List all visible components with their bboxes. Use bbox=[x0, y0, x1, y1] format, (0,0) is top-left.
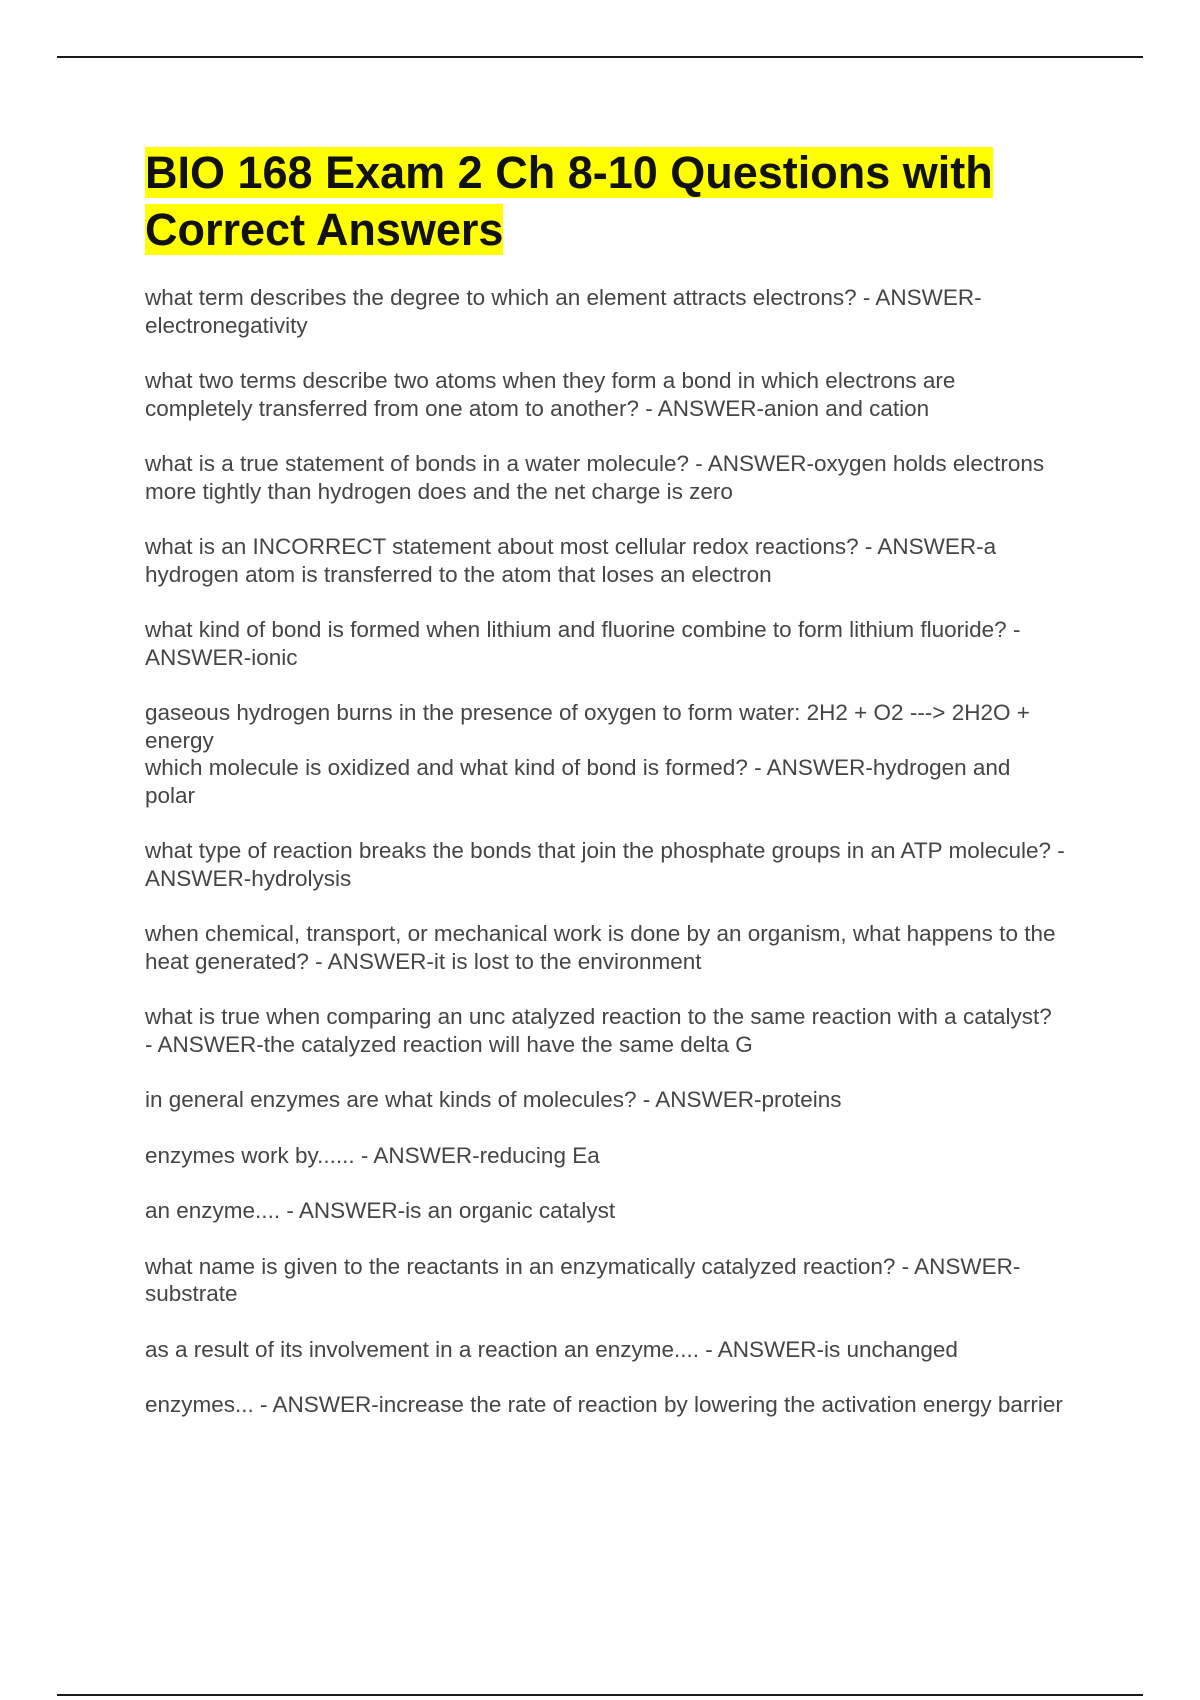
qa-entry: in general enzymes are what kinds of molecules? - ANSWER-proteins bbox=[145, 1087, 842, 1112]
header-rule bbox=[57, 56, 1143, 58]
qa-entry: enzymes work by...... - ANSWER-reducing Ea bbox=[145, 1142, 600, 1168]
footer-rule bbox=[57, 1694, 1143, 1696]
qa-entry: when chemical, transport, or mechanical work is done by an organism, what happens to the heat generated? - ANSWER-it is lost to the environment bbox=[145, 921, 1056, 974]
qa-entry: what kind of bond is formed when lithium and fluorine combine to form lithium fluoride? - ANSWER-ionic bbox=[145, 617, 1021, 670]
document-body bbox=[145, 144, 1065, 1447]
qa-entry: what is a true statement of bonds in a water molecule? - ANSWER-oxygen holds electrons more tightly than hydrogen does and the net charge is zero bbox=[145, 451, 1045, 504]
qa-entry: enzymes... - ANSWER-increase the rate of reaction by lowering the activation energy barrier bbox=[145, 1392, 1063, 1417]
highlighted-title-text: BIO 168 Exam 2 Ch 8-10 Questions with Correct Answers bbox=[145, 147, 993, 255]
qa-entry: what is true when comparing an unc atalyzed reaction to the same reaction with a catalyst? - ANSWER-the catalyzed reaction will have the same delta G bbox=[145, 1004, 1052, 1057]
qa-entry: an enzyme.... - ANSWER-is an organic catalyst bbox=[145, 1198, 616, 1223]
qa-entry: gaseous hydrogen burns in the presence of oxygen to form water: 2H2 + O2 ---> 2H2O + energy which molecule is oxidized and what kind of bond is formed? - ANSWER-hydrogen and polar bbox=[145, 700, 1030, 808]
qa-entry: what two terms describe two atoms when they form a bond in which electrons are completely transferred from one atom to another? - ANSWER-anion and cation bbox=[145, 368, 956, 421]
document-title bbox=[145, 144, 1065, 258]
qa-entry: as a result of its involvement in a reaction an enzyme.... - ANSWER-is unchanged bbox=[145, 1336, 958, 1362]
qa-entry: what term describes the degree to which an element attracts electrons? - ANSWER-electronegativity bbox=[145, 285, 982, 338]
qa-entry: what type of reaction breaks the bonds that join the phosphate groups in an ATP molecule? - ANSWER-hydrolysis bbox=[145, 838, 1065, 891]
qa-entry: what is an INCORRECT statement about most cellular redox reactions? - ANSWER-a hydrogen atom is transferred to the atom that loses an electron bbox=[145, 534, 997, 587]
qa-entry: what name is given to the reactants in an enzymatically catalyzed reaction? - ANSWER-substrate bbox=[145, 1253, 1021, 1306]
